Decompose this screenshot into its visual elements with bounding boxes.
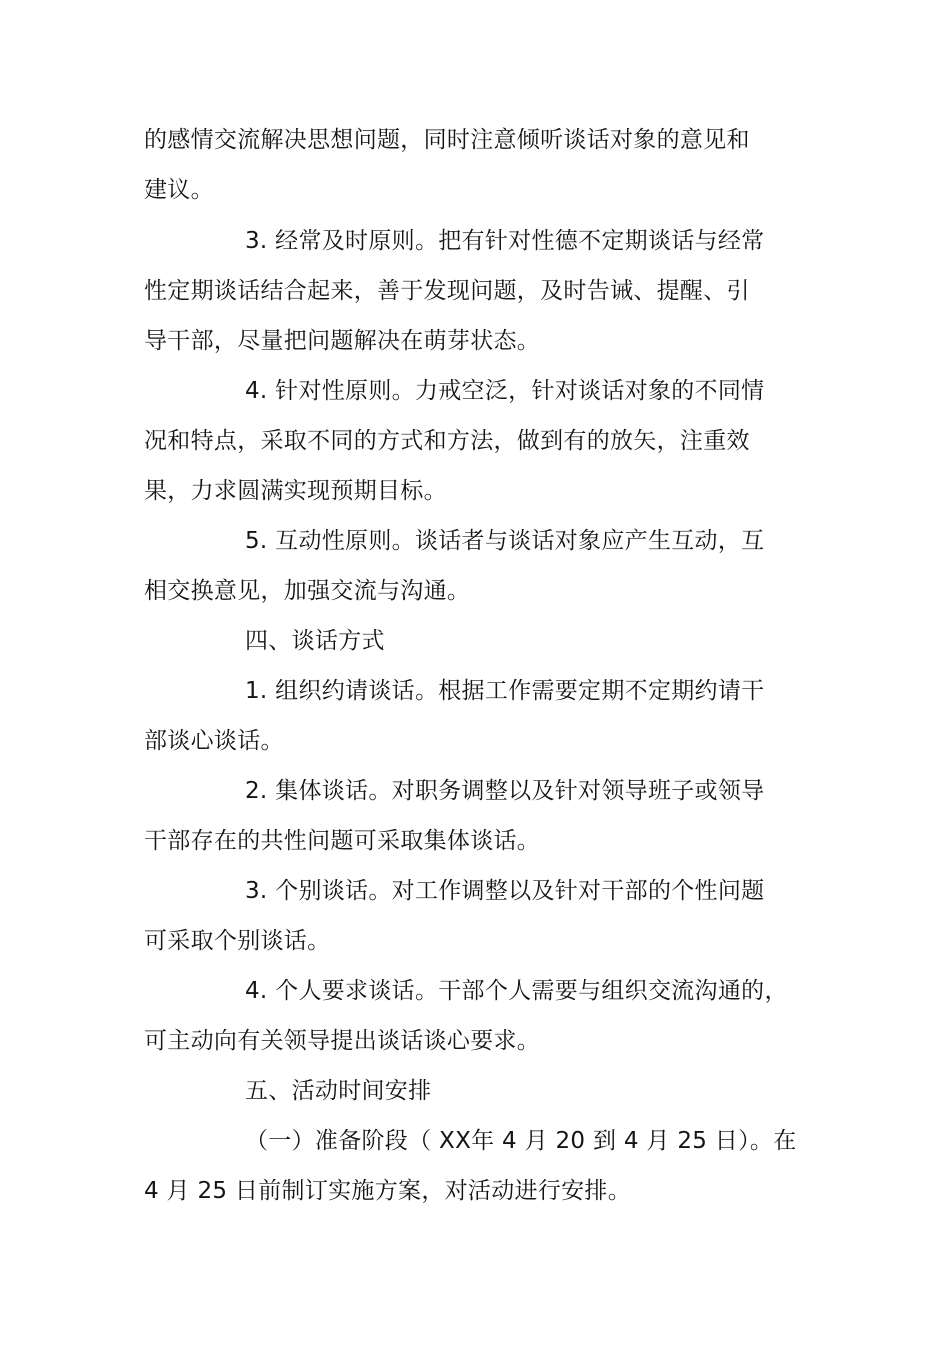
principle-3-line-3: 导干部，尽量把问题解决在萌芽状态。 — [144, 328, 541, 354]
method-2-line-1: 2. 集体谈话。对职务调整以及针对领导班子或领导 — [245, 778, 765, 804]
schedule-stage-1-line-2: 4 月 25 日前制订实施方案，对活动进行安排。 — [144, 1178, 632, 1204]
principle-4-line-2: 况和特点，采取不同的方式和方法，做到有的放矢，注重效 — [144, 428, 750, 454]
section-heading-schedule: 五、活动时间安排 — [245, 1078, 432, 1104]
method-4-line-1: 4. 个人要求谈话。干部个人需要与组织交流沟通的， — [245, 978, 788, 1004]
continuation-line-feelings: 的感情交流解决思想问题，同时注意倾听谈话对象的意见和 — [144, 127, 750, 153]
principle-5-line-1: 5. 互动性原则。谈话者与谈话对象应产生互动，互 — [245, 528, 765, 554]
method-3-line-2: 可采取个别谈话。 — [144, 928, 331, 954]
continuation-line-suggestions: 建议。 — [144, 177, 214, 203]
method-4-line-2: 可主动向有关领导提出谈话谈心要求。 — [144, 1028, 541, 1054]
principle-3-line-1: 3. 经常及时原则。把有针对性德不定期谈话与经常 — [245, 228, 765, 254]
section-heading-talk-methods: 四、谈话方式 — [245, 628, 385, 654]
principle-5-line-2: 相交换意见，加强交流与沟通。 — [144, 578, 471, 604]
principle-4-line-1: 4. 针对性原则。力戒空泛，针对谈话对象的不同情 — [245, 378, 765, 404]
schedule-stage-1-line-1: （一）准备阶段（ XX年 4 月 20 到 4 月 25 日）。在 — [245, 1128, 797, 1154]
principle-4-line-3: 果，力求圆满实现预期目标。 — [144, 478, 447, 504]
method-2-line-2: 干部存在的共性问题可采取集体谈话。 — [144, 828, 541, 854]
method-1-line-1: 1. 组织约请谈话。根据工作需要定期不定期约请干 — [245, 678, 765, 704]
principle-3-line-2: 性定期谈话结合起来，善于发现问题，及时告诫、提醒、引 — [144, 278, 750, 304]
method-3-line-1: 3. 个别谈话。对工作调整以及针对干部的个性问题 — [245, 878, 765, 904]
method-1-line-2: 部谈心谈话。 — [144, 728, 284, 754]
